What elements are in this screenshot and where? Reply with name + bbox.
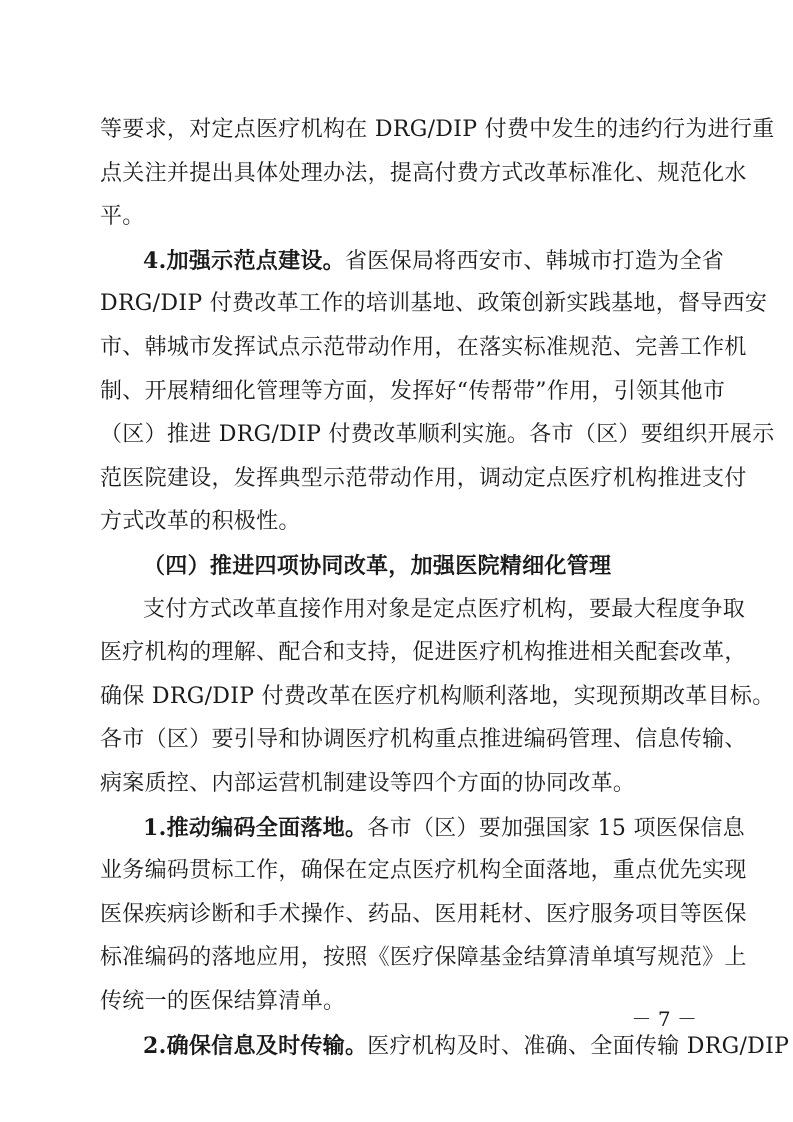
paragraph-first-line bbox=[143, 241, 724, 281]
text-line bbox=[100, 938, 747, 978]
page-number-container bbox=[0, 1004, 793, 1034]
paragraph-text: 医疗机构的理解、配合和支持，促进医疗机构推进相关配套改革， bbox=[100, 640, 747, 666]
text-line bbox=[100, 677, 775, 717]
paragraph-first-line bbox=[143, 808, 745, 848]
paragraph-text: 点关注并提出具体处理办法，提高付费方式改革标准化、规范化水 bbox=[100, 160, 747, 186]
page-number: － 7 － bbox=[631, 1007, 697, 1031]
paragraph-text: 各市（区）要引导和协调医疗机构重点推进编码管理、信息传输、 bbox=[100, 727, 747, 753]
paragraph-text: 市、韩城市发挥试点示范带动作用，在落实标准规范、完善工作机 bbox=[100, 335, 747, 360]
paragraph-text: 各市（区）要加强国家 15 项医保信息 bbox=[367, 815, 745, 841]
text-line bbox=[100, 502, 301, 542]
text-line bbox=[100, 328, 747, 368]
section-heading: （四）推进四项协同改革，加强医院精细化管理 bbox=[143, 553, 612, 579]
text-line bbox=[100, 895, 747, 935]
paragraph-text: （区）推进 DRG/DIP 付费改革顺利实施。各市（区）要组织开展示 bbox=[100, 422, 775, 448]
text-line bbox=[100, 764, 635, 804]
text-line bbox=[100, 633, 747, 673]
paragraph-text: 业务编码贯标工作，确保在定点医疗机构全面落地，重点优先实现 bbox=[100, 858, 747, 884]
paragraph-lead: 1.推动编码全面落地。 bbox=[143, 814, 368, 841]
paragraph-text: 医疗机构及时、准确、全面传输 DRG/DIP bbox=[367, 1033, 790, 1059]
paragraph-text: 支付方式改革直接作用对象是定点医疗机构，要最大程度争取 bbox=[143, 596, 746, 622]
paragraph-text: 病案质控、内部运营机制建设等四个方面的协同改革。 bbox=[100, 771, 636, 796]
paragraph-text: 平。 bbox=[100, 204, 145, 230]
paragraph-text: 标准编码的落地应用，按照《医疗保障基金结算清单填写规范》上 bbox=[100, 945, 747, 971]
paragraph-text: 等要求，对定点医疗机构在 DRG/DIP 付费中发生的违约行为进行重 bbox=[100, 117, 775, 142]
paragraph-lead: 2.确保信息及时传输。 bbox=[143, 1032, 368, 1059]
text-line bbox=[100, 154, 747, 194]
paragraph-text: 省医保局将西安市、韩城市打造为全省 bbox=[344, 248, 725, 274]
text-line bbox=[100, 851, 747, 891]
paragraph-first-line bbox=[143, 590, 745, 630]
paragraph-text: 医保疾病诊断和手术操作、药品、医用耗材、医疗服务项目等医保 bbox=[100, 901, 747, 927]
text-line bbox=[100, 459, 747, 499]
text-line bbox=[100, 415, 775, 455]
text-line bbox=[100, 720, 747, 760]
text-line bbox=[100, 197, 145, 237]
text-line bbox=[100, 372, 725, 412]
paragraph-text: DRG/DIP 付费改革工作的培训基地、政策创新实践基地，督导西安 bbox=[100, 291, 768, 317]
paragraph-text: 方式改革的积极性。 bbox=[100, 509, 301, 535]
paragraph-text: 范医院建设，发挥典型示范带动作用，调动定点医疗机构推进支付 bbox=[100, 465, 747, 491]
paragraph-text: 制、开展精细化管理等方面，发挥好“传帮带”作用，引领其他市 bbox=[100, 378, 726, 404]
text-line bbox=[100, 110, 775, 150]
paragraph-lead: 4.加强示范点建设。 bbox=[143, 247, 345, 274]
paragraph-text: 传统一的医保结算清单。 bbox=[100, 989, 346, 1014]
paragraph-text: 确保 DRG/DIP 付费改革在医疗机构顺利落地，实现预期改革目标。 bbox=[100, 683, 775, 709]
text-line bbox=[100, 284, 767, 324]
